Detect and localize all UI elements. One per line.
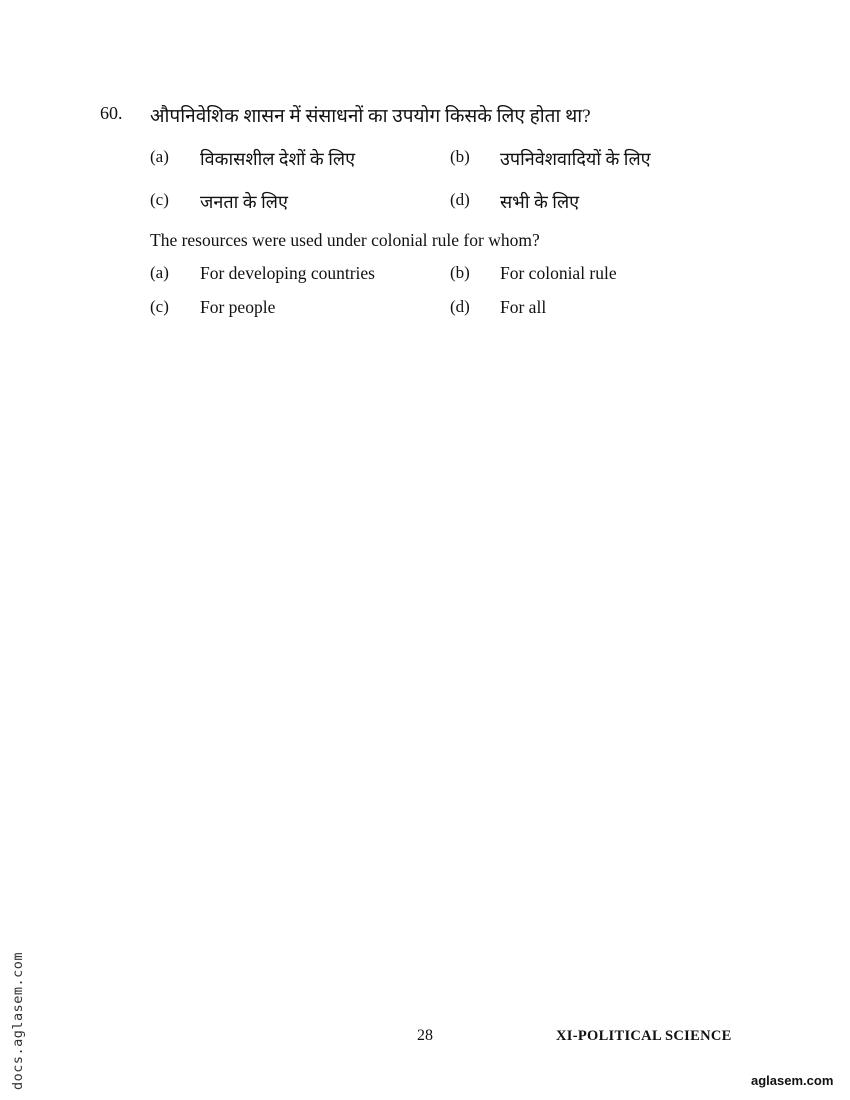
option-text: विकासशील देशों के लिए <box>200 149 356 169</box>
options-hindi-row-1 <box>150 147 710 173</box>
option-text: जनता के लिए <box>200 192 288 212</box>
question-text-hindi: औपनिवेशिक शासन में संसाधनों का उपयोग किसके लिए होता था? <box>150 106 591 127</box>
option-letter: (b) <box>450 263 470 282</box>
options-english-row-2 <box>150 297 710 323</box>
option-text: For people <box>200 297 276 317</box>
option-text: For developing countries <box>200 263 375 283</box>
option-letter: (d) <box>450 297 470 316</box>
option-text: For colonial rule <box>500 263 617 283</box>
question-text-english: The resources were used under colonial rule for whom? <box>150 230 540 250</box>
option-letter: (a) <box>150 147 169 166</box>
option-letter: (c) <box>150 297 169 316</box>
options-hindi-row-2 <box>150 190 710 216</box>
brand-watermark: aglasem.com <box>751 1073 834 1088</box>
option-letter: (c) <box>150 190 169 209</box>
option-letter: (d) <box>450 190 470 209</box>
option-text: For all <box>500 297 547 317</box>
option-letter: (b) <box>450 147 470 166</box>
footer-subject: XI-POLITICAL SCIENCE <box>556 1028 732 1044</box>
options-english-row-1 <box>150 263 710 289</box>
page-number: 28 <box>417 1027 433 1044</box>
option-text: उपनिवेशवादियों के लिए <box>500 149 651 169</box>
side-watermark: docs.aglasem.com <box>10 951 26 1090</box>
option-letter: (a) <box>150 263 169 282</box>
question-number: 60. <box>100 103 123 123</box>
option-text: सभी के लिए <box>500 192 580 212</box>
